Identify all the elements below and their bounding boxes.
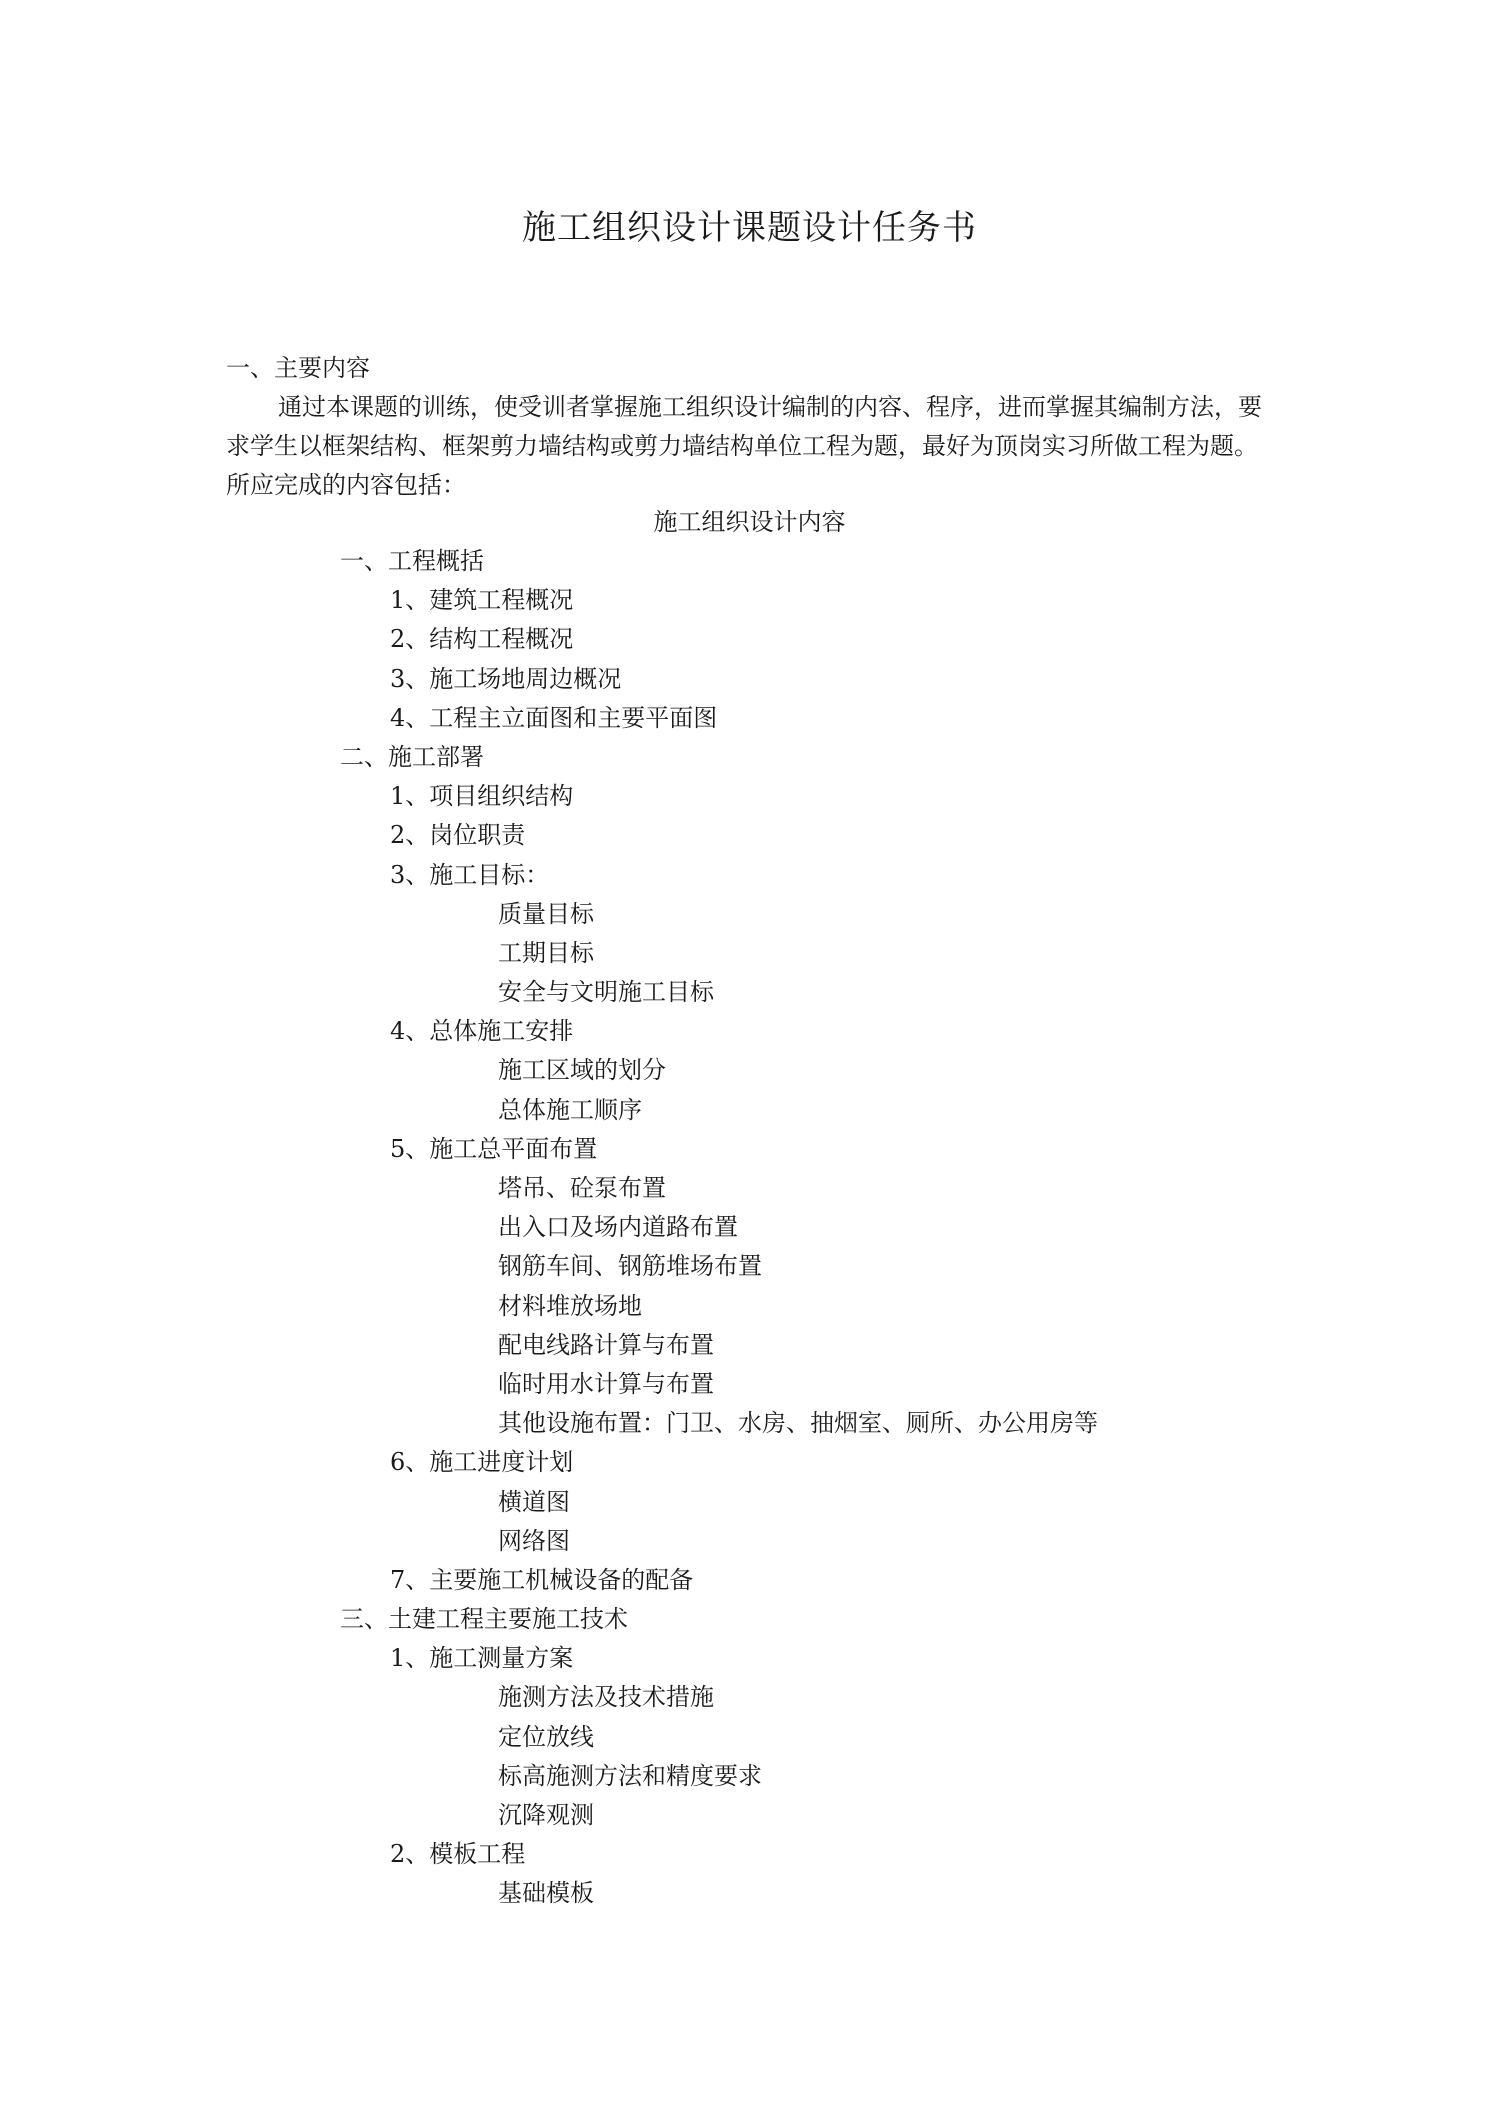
- outline-item-level-2: 3、施工目标：: [390, 860, 550, 889]
- document-title: 施工组织设计课题设计任务书: [522, 208, 977, 248]
- intro-paragraph-block: [226, 388, 1276, 505]
- outline-item-level-2: 2、结构工程概况: [390, 625, 574, 654]
- outline-item-level-3: 基础模板: [498, 1879, 594, 1908]
- outline-item-level-3: 安全与文明施工目标: [498, 978, 714, 1007]
- outline-item-level-3: 其他设施布置：门卫、水房、抽烟室、厕所、办公用房等: [498, 1409, 1098, 1438]
- outline-item-level-3: 钢筋车间、钢筋堆场布置: [498, 1252, 762, 1281]
- outline-item-level-3: 总体施工顺序: [498, 1095, 642, 1124]
- outline-list: [0, 542, 1499, 1914]
- outline-item-level-2: 1、施工测量方案: [390, 1644, 574, 1673]
- outline-item-level-3: 施测方法及技术措施: [498, 1683, 714, 1712]
- outline-item-level-3: 定位放线: [498, 1722, 594, 1751]
- outline-item-level-3: 工期目标: [498, 938, 594, 967]
- outline-item-level-3: 材料堆放场地: [498, 1291, 642, 1320]
- outline-item-level-3: 配电线路计算与布置: [498, 1330, 714, 1359]
- outline-item-level-2: 5、施工总平面布置: [390, 1134, 598, 1163]
- outline-item-level-3: 临时用水计算与布置: [498, 1369, 714, 1398]
- outline-item-level-2: 4、总体施工安排: [390, 1017, 574, 1046]
- outline-item-level-2: 1、项目组织结构: [390, 782, 574, 811]
- outline-item-level-1: 二、施工部署: [340, 742, 484, 771]
- outline-item-level-3: 横道图: [498, 1487, 570, 1516]
- outline-item-level-3: 标高施测方法和精度要求: [498, 1761, 762, 1790]
- outline-item-level-3: 沉降观测: [498, 1801, 594, 1829]
- outline-item-level-3: 网络图: [498, 1526, 570, 1555]
- outline-item-level-3: 质量目标: [498, 899, 594, 928]
- outline-item-level-1: 三、土建工程主要施工技术: [340, 1605, 628, 1634]
- outline-item-level-2: 2、模板工程: [390, 1840, 526, 1869]
- outline-item-level-3: 塔吊、砼泵布置: [498, 1174, 666, 1202]
- outline-item-level-2: 2、岗位职责: [390, 821, 526, 850]
- outline-item-level-2: 6、施工进度计划: [390, 1448, 574, 1477]
- outline-item-level-2: 4、工程主立面图和主要平面图: [390, 703, 718, 732]
- outline-item-level-1: 一、工程概括: [340, 547, 484, 575]
- intro-paragraph: 通过本课题的训练，使受训者掌握施工组织设计编制的内容、程序，进而掌握其编制方法，要求学生以框架结构、框架剪力墙结构或剪力墙结构单位工程为题，最好为顶岗实习所做工程为题。所应完成的内容包括：: [226, 393, 1262, 499]
- outline-item-level-2: 1、建筑工程概况: [390, 586, 574, 615]
- outline-item-level-2: 7、主要施工机械设备的配备: [390, 1565, 694, 1594]
- outline-item-level-3: 出入口及场内道路布置: [498, 1213, 738, 1242]
- outline-item-level-2: 3、施工场地周边概况: [390, 664, 622, 693]
- outline-title: 施工组织设计内容: [653, 508, 846, 536]
- outline-item-level-3: 施工区域的划分: [498, 1056, 666, 1085]
- section-heading: 一、主要内容: [226, 354, 370, 382]
